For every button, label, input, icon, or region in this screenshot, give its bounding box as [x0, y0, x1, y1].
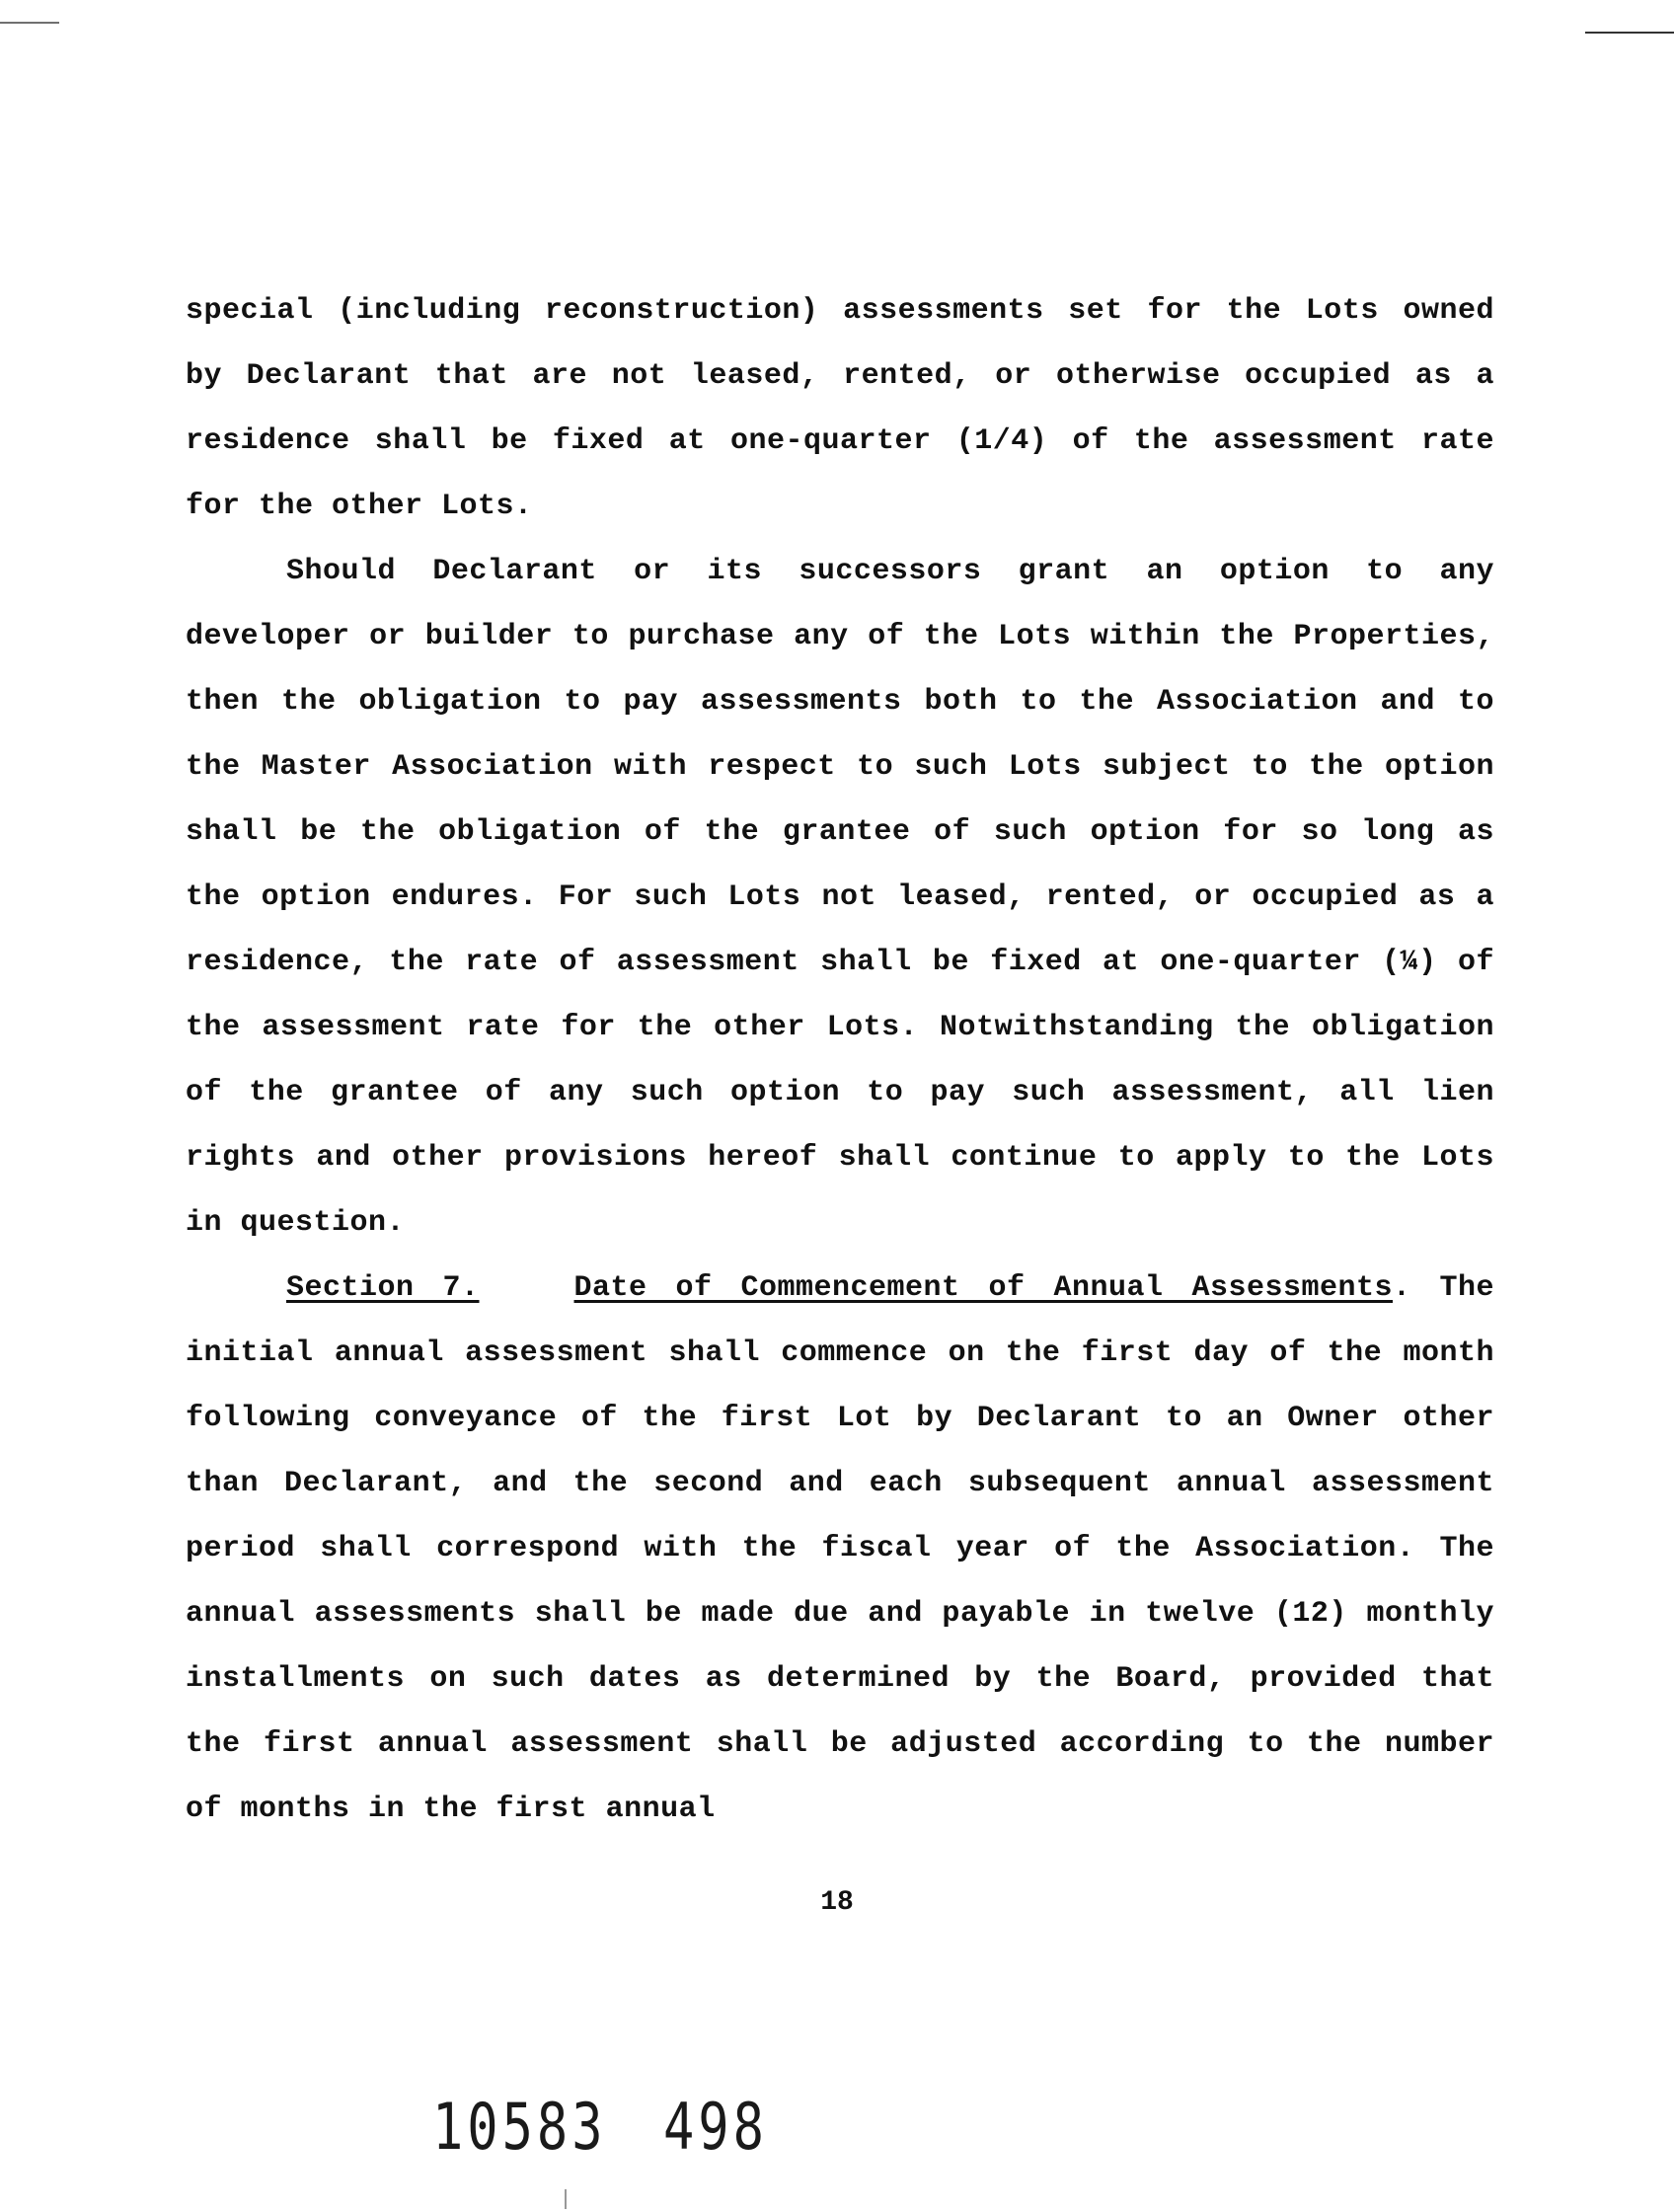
section-title-period: .	[1393, 1271, 1411, 1305]
section-label: Section 7.	[286, 1271, 480, 1305]
recording-stamp-book: 10583	[432, 2091, 607, 2165]
scan-artifact-line	[0, 22, 59, 24]
paragraph-option-grant: Should Declarant or its successors grant an option to any developer or builder to purchase any of the Lots within the Properties, then the obligation to pay assessments both to the Association and to the Master Association with respect to such Lots subject to the option shall be the obligation of the grantee of such option for so long as the option endures. For such Lots not leased, rented, or occupied as a residence, the rate of assessment shall be fixed at one-quarter (¼) of the assessment rate for the other Lots. Notwithstanding the obligation of the grantee of any such option to pay such assessment, all lien rights and other provisions hereof shall continue to apply to the Lots in question.	[186, 555, 1494, 1240]
recording-stamp-page: 498	[663, 2091, 768, 2165]
document-body	[186, 278, 1494, 1842]
paragraph-continuation: special (including reconstruction) assessments set for the Lots owned by Declarant that are not leased, rented, or otherwise occupied as a residence shall be fixed at one-quarter (1/4) of the assessment rate for the other Lots.	[186, 294, 1494, 523]
scan-artifact-line	[1585, 32, 1674, 34]
section-title: Date of Commencement of Annual Assessments	[573, 1271, 1394, 1305]
scan-artifact-mark	[565, 2189, 567, 2209]
section-body: The initial annual assessment shall commence on the first day of the month following conveyance of the first Lot by Declarant to an Owner other than Declarant, and the second and each subsequent annual assessment period shall correspond with the fiscal year of the Association. The annual assessments shall be made due and payable in twelve (12) monthly installments on such dates as determined by the Board, provided that the first annual assessment shall be adjusted according to the number of months in the first annual	[186, 1271, 1495, 1826]
paragraph-section-7	[186, 1256, 1494, 1842]
page-number: 18	[820, 1887, 854, 1918]
